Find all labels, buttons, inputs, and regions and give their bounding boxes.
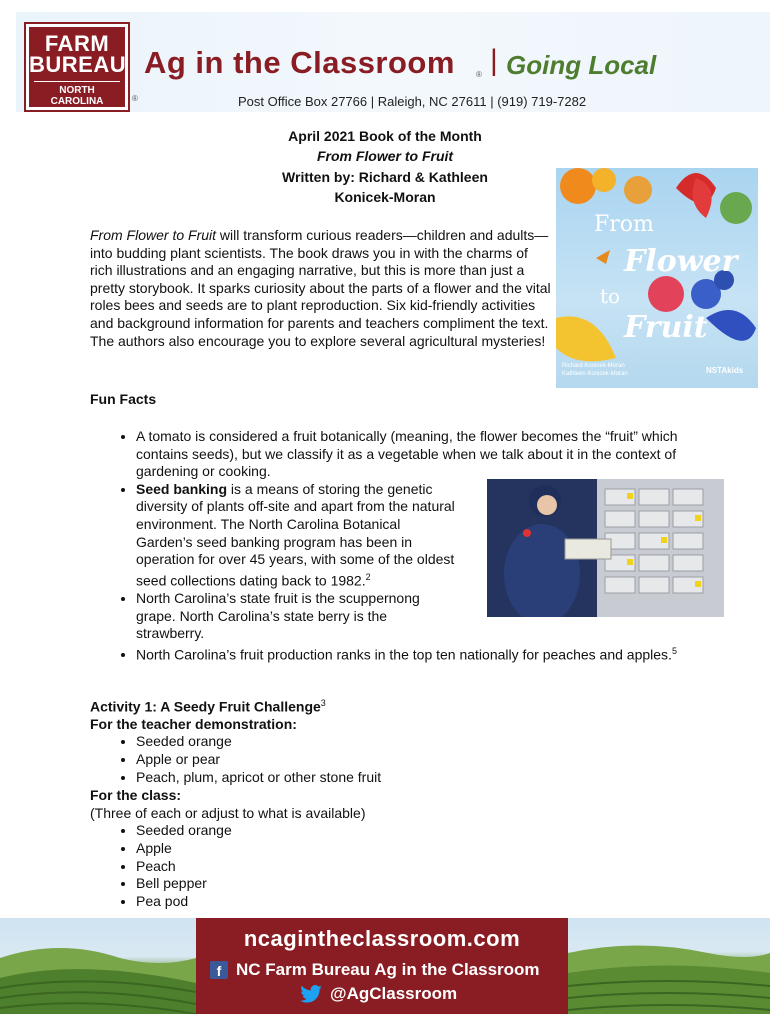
twitter-link[interactable] [300, 984, 457, 1004]
footer-banner [0, 918, 770, 1014]
class-note: (Three of each or adjust to what is available) [90, 805, 366, 821]
book-title-inline: From Flower to Fruit [90, 227, 217, 243]
class-materials-list [90, 822, 232, 911]
seed-bank-photo [487, 479, 724, 617]
landscape-art-left [0, 918, 196, 1014]
website-link[interactable]: ncagintheclassroom.com [243, 926, 521, 951]
program-title: Ag in the Classroom [144, 45, 455, 80]
program-subtitle: Going Local [506, 50, 657, 80]
list-item: • Peach [136, 858, 232, 876]
cover-title-4: Fruit [624, 310, 708, 345]
footnote-ref: 5 [671, 645, 677, 656]
list-item: • Apple [136, 840, 232, 858]
twitter-label: @AgClassroom [330, 984, 458, 1003]
fact-bold-term: Seed banking [136, 480, 228, 497]
logo-line-1: FARM [44, 31, 110, 56]
registered-mark-title: ® [476, 70, 482, 79]
list-item: • Bell pepper [136, 875, 232, 893]
activity-title [90, 698, 326, 715]
landscape-art-right [568, 918, 770, 1014]
farm-landscape-left [0, 918, 196, 1014]
activity-title-text: Activity 1: A Seedy Fruit Challenge [90, 698, 321, 715]
list-item: • Pea pod [136, 893, 232, 911]
seed-bank-photo-art [487, 479, 724, 617]
fact-item [136, 590, 456, 643]
fact-item [136, 643, 726, 664]
footnote-ref: 3 [320, 698, 326, 708]
registered-mark: ® [132, 94, 138, 103]
fact-text: is a means of storing the genetic diversity of plants off-site and apart from the natural environment. The North Carolina Botanical Garden’s seed banking program has been in operation for over 45 years, with some of the oldest seed collections dating back to 1982. [136, 480, 455, 589]
book-cover-image [556, 168, 758, 388]
book-month-heading: April 2021 Book of the Month [288, 128, 482, 144]
fun-facts-heading: Fun Facts [90, 391, 157, 407]
cover-title-2: Flower [624, 244, 738, 279]
cover-publisher: NSTAkids [706, 366, 744, 375]
logo-line-2: BUREAU [29, 52, 127, 77]
list-item: • Seeded orange [136, 822, 232, 840]
contact-address: Post Office Box 27766 | Raleigh, NC 27611 | (919) 719-7282 [238, 94, 587, 109]
book-authors-line-1: Written by: Richard & Kathleen [282, 169, 488, 185]
facebook-icon: f [210, 961, 228, 979]
book-description [90, 227, 552, 350]
book-title: From Flower to Fruit [316, 148, 454, 164]
farm-bureau-logo [26, 24, 128, 110]
teacher-materials-list [90, 733, 381, 786]
cover-title-3: to [600, 284, 621, 308]
list-item: • Seeded orange [136, 733, 381, 751]
logo-line-3: NORTH CAROLINA [34, 81, 120, 107]
cover-title-1: From [594, 212, 654, 237]
fact-item [136, 481, 456, 590]
fact-item [136, 428, 726, 481]
list-item: • Apple or pear [136, 751, 381, 769]
facebook-label: NC Farm Bureau Ag in the Classroom [236, 960, 540, 979]
list-item: • Peach, plum, apricot or other stone fruit [136, 769, 381, 787]
facebook-link[interactable] [210, 960, 540, 980]
farm-landscape-right [568, 918, 770, 1014]
title-separator: | [490, 44, 498, 77]
footnote-ref: 2 [365, 571, 371, 582]
book-description-text: will transform curious readers—children and adults—into budding plant scientists. The book draws you in with the charms of rich illustrations and an engaging narrative, but this is more than just a pretty storybook. It sparks curiosity about the parts of a flower and the vital roles bees and seeds are to plant reproduction. Six kid-friendly activities and background information for parents and teachers compliment the text. The authors also encourage you to explore several agricultural mysteries! [90, 227, 551, 349]
cover-authors: Richard Konicek-Moran Kathleen Konicek-Moran [562, 363, 628, 377]
book-authors-line-2: Konicek-Moran [334, 189, 436, 205]
letterhead [16, 12, 770, 112]
fact-text: North Carolina’s fruit production ranks in the top ten nationally for peaches and apples. [136, 646, 672, 663]
footer-contact-panel [196, 918, 568, 1014]
fact-text: A tomato is considered a fruit botanically (meaning, the flower becomes the “fruit” which contains seeds), but we classify it as a vegetable when we talk about it in the context of gardening or cooking. [136, 428, 678, 480]
twitter-icon [300, 985, 322, 1003]
teacher-demo-heading: For the teacher demonstration: [90, 716, 297, 732]
class-heading: For the class: [90, 787, 182, 803]
fact-text: North Carolina’s state fruit is the scuppernong grape. North Carolina’s state berry is the strawberry. [136, 590, 420, 642]
